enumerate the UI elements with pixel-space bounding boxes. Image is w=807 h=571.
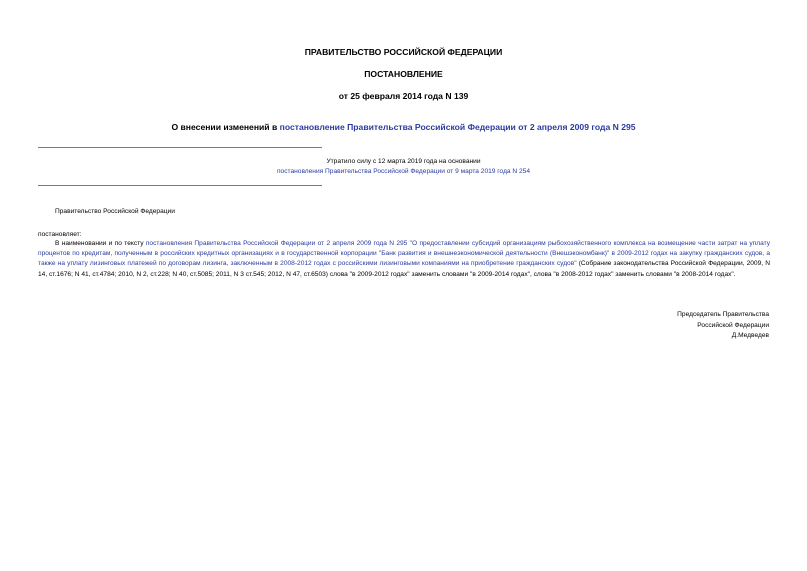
- document-title: [0, 122, 807, 132]
- divider-top: [38, 147, 322, 148]
- paragraph-rest: (Собрание законодательства Российской Федерации, 2009, N 14, ст.1676; N 41, ст.4784; 2010, N 2, ст.228; N 40, ст.5085; 2011, N 3 ст.545; 2012, N 47, ст.6503) слова "в 2009-2012 годах" заменить словами "в 2009-2014 годах", слова "в 2008-2012 годах" заменить словами "в 2008-2014 годах".: [38, 260, 770, 278]
- signature-title: Председатель Правительства: [677, 311, 769, 318]
- government-label: Правительство Российской Федерации: [55, 208, 175, 215]
- title-prefix: О внесении изменений в: [171, 122, 280, 132]
- status-note-link-row: [0, 167, 807, 177]
- divider-bottom: [38, 185, 322, 186]
- main-paragraph: [38, 239, 770, 280]
- signature-name: Д.Медведев: [731, 332, 769, 340]
- decrees-label: постановляет:: [38, 231, 82, 238]
- signature-block: [677, 310, 769, 342]
- document-date-number: от 25 февраля 2014 года N 139: [338, 91, 469, 101]
- government-heading: ПРАВИТЕЛЬСТВО РОССИЙСКОЙ ФЕДЕРАЦИИ: [304, 47, 503, 57]
- paragraph-prefix: В наименовании и по тексту: [55, 240, 146, 247]
- title-link[interactable]: постановление Правительства Российской Федерации от 2 апреля 2009 года N 295: [279, 122, 636, 132]
- document-type-heading: ПОСТАНОВЛЕНИЕ: [364, 69, 443, 79]
- status-note-line: Утратило силу с 12 марта 2019 года на основании: [326, 158, 481, 165]
- paragraph-link[interactable]: постановления Правительства Российской Федерации от 2 апреля 2009 года N 295 "О предоставлении субсидий организациям рыбохозяйственного комплекса на возмещение части затрат на уплату процентов по кредитам, полученным в российских кредитных организациях и в государственной корпорации "Банк развития и внешнеэкономической деятельности (Внешэкономбанк)" в 2009-2012 годах на закупку гражданских судов, а также на уплату лизинговых платежей по договорам лизинга, заключенным в 2008-2012 годах с российскими лизинговыми компаниями на приобретение гражданских судов": [38, 240, 770, 268]
- signature-organization: Российской Федерации: [697, 321, 769, 329]
- status-note-link[interactable]: постановления Правительства Российской Федерации от 9 марта 2019 года N 254: [276, 168, 531, 175]
